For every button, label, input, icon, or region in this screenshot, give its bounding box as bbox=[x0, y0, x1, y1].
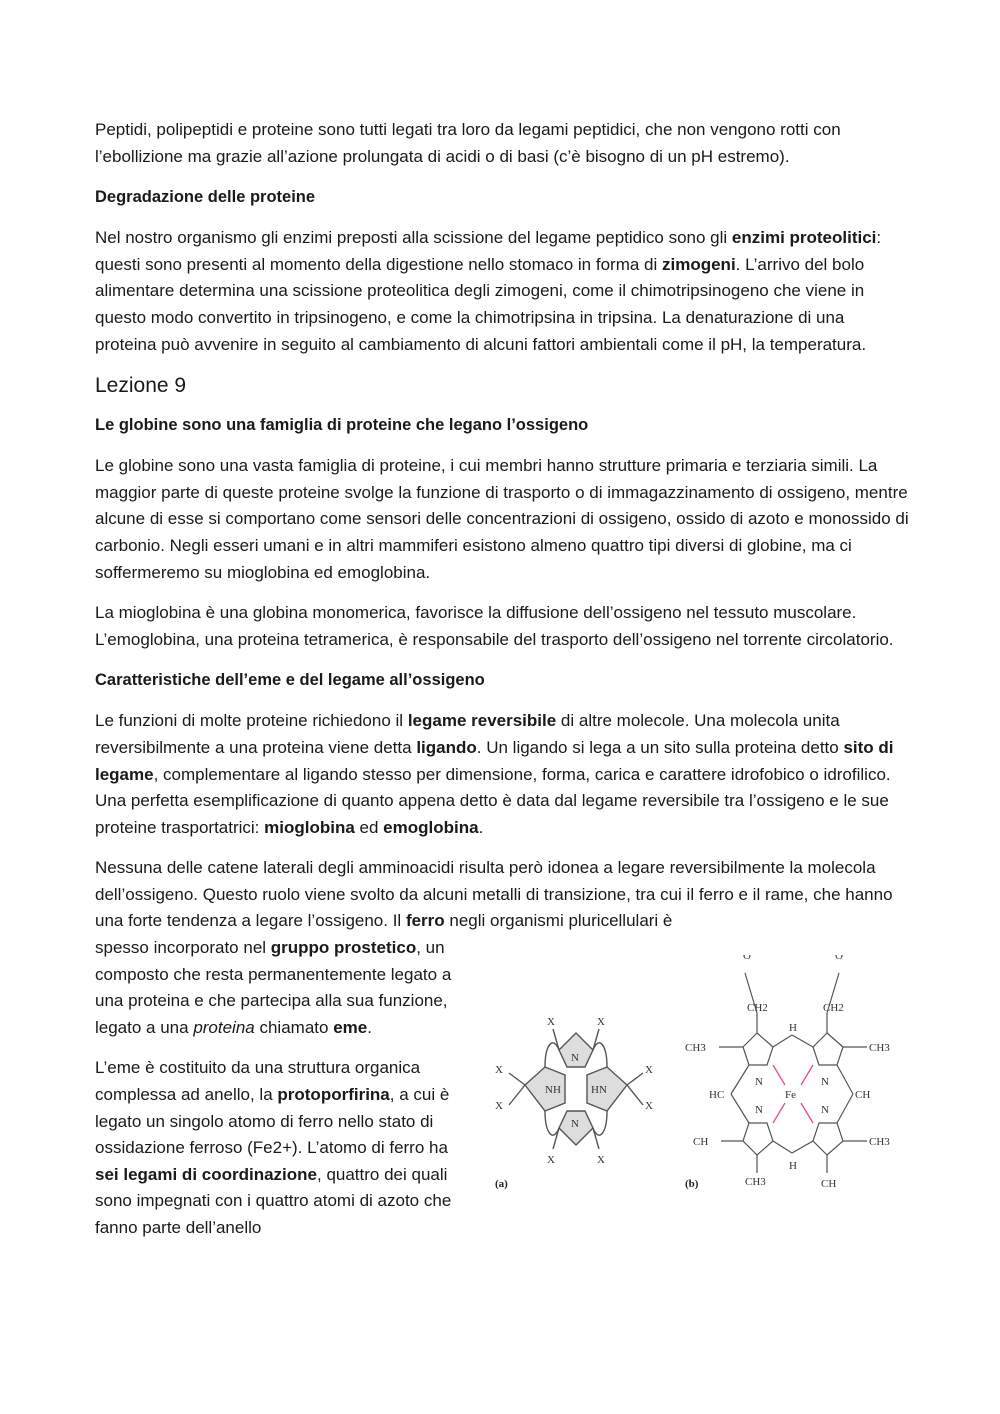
porphyrin-heme-diagram bbox=[487, 955, 917, 1255]
intro-paragraph: Peptidi, polipeptidi e proteine sono tutti legati tra loro da legami peptidici, che non vengono rotti con l’ebollizione ma grazie all’azione prolungata di acidi o di basi (c’è bisogno di un pH estremo). bbox=[95, 120, 841, 166]
text-and-figure bbox=[95, 935, 910, 1242]
figure-label-a: (a) bbox=[495, 1178, 508, 1191]
section-heading-heme: Caratteristiche dell’eme e del legame all’ossigeno bbox=[95, 671, 485, 690]
substituent-x-label: X bbox=[645, 1100, 653, 1113]
substituent-x-label: X bbox=[597, 1016, 605, 1029]
hc-label: HC bbox=[709, 1089, 725, 1102]
hydrogen-label: H bbox=[789, 1160, 797, 1173]
left-text-column bbox=[95, 935, 473, 1242]
heme-paragraph-4: L’eme è costituito da una struttura organica complessa ad anello, la protoporfirina, a cui è legato un singolo atomo di ferro nello stato di ossidazione ferroso (Fe2+). L’atomo di ferro ha sei legami di coordinazione, quattro dei quali sono impegnati con i quattro atomi di azoto che fanno parte dell’anello bbox=[95, 1058, 452, 1237]
porphyrin-structure-a bbox=[509, 1029, 643, 1149]
nitrogen-label: N bbox=[755, 1104, 763, 1117]
nitrogen-label: N bbox=[571, 1118, 579, 1131]
ch2-label: CH2 bbox=[823, 1002, 844, 1015]
nitrogen-label: N bbox=[571, 1052, 579, 1065]
section-heading-globins: Le globine sono una famiglia di proteine che legano l’ossigeno bbox=[95, 416, 589, 435]
substituent-x-label: X bbox=[597, 1154, 605, 1167]
nitrogen-label: N bbox=[755, 1076, 763, 1089]
heme-structure-b bbox=[719, 973, 867, 1173]
nh-label: NH bbox=[545, 1084, 561, 1097]
nitrogen-label: N bbox=[821, 1104, 829, 1117]
section-heading-degradation: Degradazione delle proteine bbox=[95, 188, 316, 207]
heme-paragraph-2: Nessuna delle catene laterali degli amminoacidi risulta però idonea a legare reversibilmente la molecola dell’ossigeno. Questo ruolo viene svolto da alcuni metalli di transizione, tra cui il ferro e il rame, che hanno una forte tendenza a legare l’ossigeno. Il ferro negli organismi pluricellulari è bbox=[95, 858, 893, 931]
vinyl-ch-label: CH bbox=[693, 1136, 709, 1149]
hn-label: HN bbox=[591, 1084, 607, 1097]
ch-label: CH bbox=[855, 1089, 871, 1102]
substituent-x-label: X bbox=[547, 1016, 555, 1029]
heme-labels-b bbox=[685, 955, 890, 1190]
nitrogen-label: N bbox=[821, 1076, 829, 1089]
iron-label: Fe bbox=[785, 1089, 796, 1102]
vinyl-ch-label: CH bbox=[821, 1178, 837, 1191]
porphyrin-heme-figure bbox=[487, 955, 917, 1255]
globins-paragraph-1: Le globine sono una vasta famiglia di proteine, i cui membri hanno strutture primaria e terziaria simili. La maggior parte di queste proteine svolge la funzione di trasporto o di immagazzinamento di ossigeno, mentre alcune di esse si comportano come sensori delle concentrazioni di ossigeno, ossido di azoto e monossido di carbonio. Negli esseri umani e in altri mammiferi esistono almeno quattro tipi diversi di globine, ma ci soffermeremo su mioglobina ed emoglobina. bbox=[95, 456, 909, 582]
substituent-x-label: X bbox=[495, 1100, 503, 1113]
lesson-title: Lezione 9 bbox=[95, 374, 187, 398]
methyl-label: CH3 bbox=[869, 1042, 890, 1055]
methyl-label: CH3 bbox=[745, 1176, 766, 1189]
heme-paragraph-3: spesso incorporato nel gruppo prostetico, un composto che resta permanentemente legato a una proteina e che partecipa alla sua funzione, legato a una proteina chiamato eme. bbox=[95, 938, 452, 1037]
methyl-label: CH3 bbox=[869, 1136, 890, 1149]
oxygen-label: O bbox=[835, 955, 843, 963]
heme-paragraph-1: Le funzioni di molte proteine richiedono il legame reversibile di altre molecole. Una molecola unita reversibilmente a una proteina viene detta ligando. Un ligando si lega a un sito sulla proteina detto sito di legame, complementare al ligando stesso per dimensione, forma, carica e carattere idrofobico o idrofilico. Una perfetta esemplificazione di quanto appena detto è data dal legame reversibile tra l’ossigeno e le sue proteine trasportatrici: mioglobina ed emoglobina. bbox=[95, 711, 894, 837]
substituent-x-label: X bbox=[547, 1154, 555, 1167]
hydrogen-label: H bbox=[789, 1022, 797, 1035]
substituent-x-label: X bbox=[495, 1064, 503, 1077]
methyl-label: CH3 bbox=[685, 1042, 706, 1055]
globins-paragraph-2: La mioglobina è una globina monomerica, favorisce la diffusione dell’ossigeno nel tessuto muscolare. L’emoglobina, una proteina tetramerica, è responsabile del trasporto dell’ossigeno nel torrente circolatorio. bbox=[95, 603, 894, 649]
document-page bbox=[95, 117, 910, 1256]
ch2-label: CH2 bbox=[747, 1002, 768, 1015]
substituent-x-label: X bbox=[645, 1064, 653, 1077]
degradation-paragraph: Nel nostro organismo gli enzimi preposti alla scissione del legame peptidico sono gli enzimi proteolitici: questi sono presenti al momento della digestione nello stomaco in forma di zimogeni. L’arrivo del bolo alimentare determina una scissione proteolitica degli zimogeni, come il chimotripsinogeno che viene in questo modo convertito in tripsinogeno, e come la chimotripsina in tripsina. La denaturazione di una proteina può avvenire in seguito al cambiamento di alcuni fattori ambientali come il pH, la temperatura. bbox=[95, 228, 882, 354]
oxygen-label: O bbox=[743, 955, 751, 963]
figure-label-b: (b) bbox=[685, 1178, 699, 1191]
